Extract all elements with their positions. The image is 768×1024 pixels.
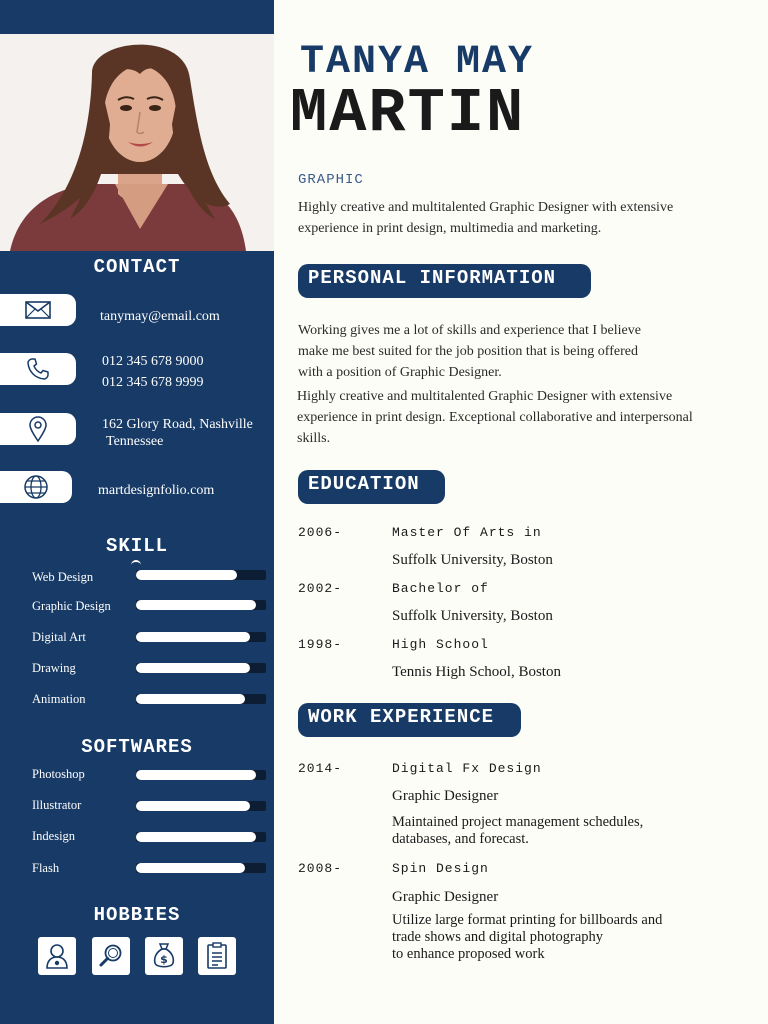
skill-label: Graphic Design: [32, 599, 111, 613]
globe-icon: [23, 474, 49, 500]
skill-label: Drawing: [32, 661, 76, 675]
personal-information-heading: PERSONAL INFORMATION: [298, 264, 591, 298]
work-role: Graphic Designer: [392, 889, 499, 905]
bar-fill: [136, 600, 256, 610]
hobby-person-badge: [38, 937, 76, 975]
location-pin-icon: [28, 416, 48, 442]
work-experience-heading: WORK EXPERIENCE: [298, 703, 521, 737]
education-year: 2002-: [298, 581, 343, 596]
address-line-1: 162 Glory Road, Nashville: [102, 417, 253, 432]
email-icon-pill[interactable]: [0, 294, 76, 326]
education-year: 1998-: [298, 637, 343, 652]
location-icon-pill[interactable]: [0, 413, 76, 445]
personal-para-2: Highly creative and multitalented Graphic Designer with extensive experience in print design. Exceptional collaborative and interpersonal skills.: [297, 389, 693, 446]
softwares-heading: SOFTWARES: [81, 736, 193, 758]
bar-fill: [136, 801, 250, 811]
hobby-checklist: [198, 937, 236, 975]
bar-fill: [136, 694, 245, 704]
software-bar: [136, 801, 266, 811]
education-degree: High School: [392, 637, 489, 652]
role-title: GRAPHIC: [298, 172, 364, 188]
education-school: Tennis High School, Boston: [392, 664, 561, 680]
work-desc-line-2: databases, and forecast.: [392, 831, 529, 847]
skill-heading-mark: [131, 560, 141, 568]
phone-icon-pill[interactable]: [0, 353, 76, 385]
bar-fill: [136, 832, 256, 842]
software-label: Flash: [32, 861, 60, 875]
work-desc-line-2: trade shows and digital photography: [392, 929, 604, 945]
envelope-icon: [25, 301, 51, 319]
work-desc-line-1: Utilize large format printing for billboards and: [392, 912, 663, 928]
software-bar: [136, 863, 266, 873]
personal-para-line-2: make me best suited for the job position that is being offered: [298, 344, 638, 359]
education-degree: Bachelor of: [392, 581, 489, 596]
software-label: Indesign: [32, 829, 76, 843]
work-desc-line-3: to enhance proposed work: [392, 946, 545, 962]
skill-label: Digital Art: [32, 630, 86, 644]
skill-bar: [136, 694, 266, 704]
checklist-icon: [206, 942, 228, 970]
bar-fill: [136, 770, 256, 780]
skill-heading: SKILL: [105, 535, 168, 557]
software-bar: [136, 770, 266, 780]
software-bar: [136, 832, 266, 842]
svg-text:$: $: [160, 953, 168, 966]
bar-fill: [136, 863, 245, 873]
education-school: Suffolk University, Boston: [392, 608, 553, 624]
skill-bar: [136, 600, 266, 610]
website-text[interactable]: martdesignfolio.com: [98, 483, 215, 498]
skill-label: Web Design: [32, 570, 94, 584]
work-role: Graphic Designer: [392, 788, 499, 804]
personal-para-line-1: Working gives me a lot of skills and experience that I believe: [298, 323, 641, 338]
phone-1-text[interactable]: 012 345 678 9000: [102, 354, 204, 369]
bar-fill: [136, 632, 250, 642]
bar-fill: [136, 570, 237, 580]
email-text[interactable]: tanymay@email.com: [100, 309, 220, 324]
work-company: Spin Design: [392, 861, 489, 876]
hobbies-heading: HOBBIES: [93, 904, 181, 926]
sidebar-top-band: [0, 0, 274, 34]
contact-heading: CONTACT: [93, 256, 181, 278]
software-label: Illustrator: [32, 798, 82, 812]
magnifier-icon: [98, 943, 124, 969]
person-badge-icon: [44, 942, 70, 970]
phone-2-text[interactable]: 012 345 678 9999: [102, 375, 204, 390]
education-heading: EDUCATION: [298, 470, 445, 504]
education-school: Suffolk University, Boston: [392, 552, 553, 568]
hobby-money-bag: [145, 937, 183, 975]
skill-bar: [136, 570, 266, 580]
skill-bar: [136, 632, 266, 642]
software-label: Photoshop: [32, 767, 85, 781]
first-name: TANYA MAY: [300, 40, 535, 85]
education-degree: Master Of Arts in: [392, 525, 542, 540]
skill-label: Animation: [32, 692, 86, 706]
hobby-magnifier: [92, 937, 130, 975]
personal-para-line-3: with a position of Graphic Designer.: [298, 365, 502, 380]
work-company: Digital Fx Design: [392, 761, 542, 776]
bar-fill: [136, 663, 250, 673]
work-year: 2008-: [298, 861, 343, 876]
website-icon-pill[interactable]: [0, 471, 72, 503]
work-year: 2014-: [298, 761, 343, 776]
address-line-2: Tennessee: [106, 434, 164, 449]
profile-photo: [0, 34, 274, 251]
last-name: MARTIN: [290, 78, 526, 149]
skill-bar: [136, 663, 266, 673]
money-bag-icon: [152, 942, 176, 970]
summary-text: Highly creative and multitalented Graphic Designer with extensive experience in print design, multimedia and marketing.: [298, 200, 674, 236]
work-desc-line-1: Maintained project management schedules,: [392, 814, 644, 830]
phone-icon: [26, 357, 50, 381]
education-year: 2006-: [298, 525, 343, 540]
